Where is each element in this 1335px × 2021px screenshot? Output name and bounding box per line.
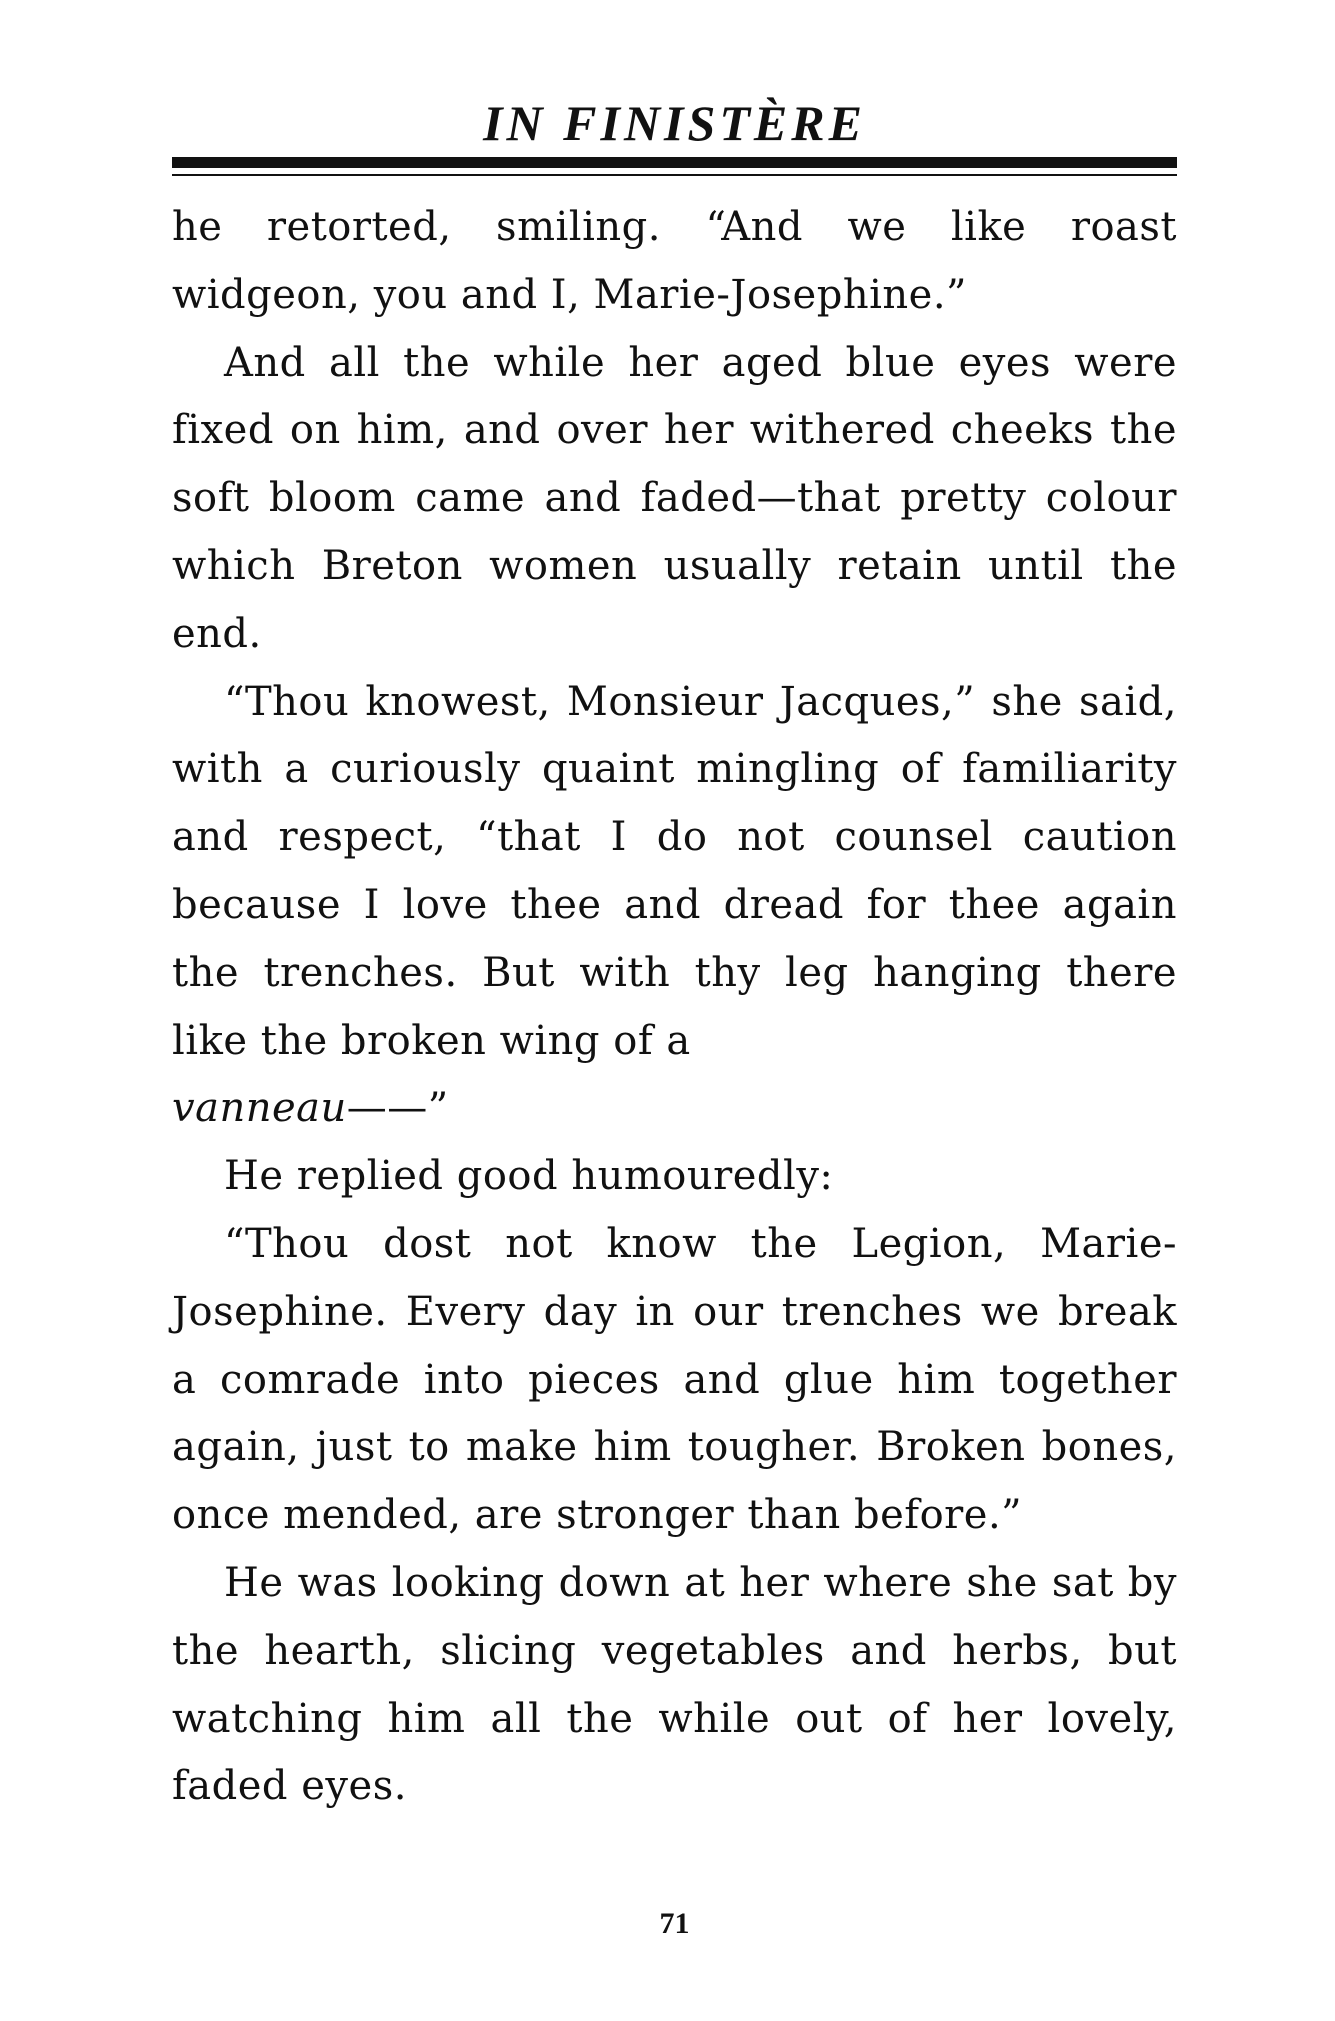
paragraph-3 — [172, 669, 1177, 1144]
paragraph-4 — [172, 1143, 1177, 1211]
paragraph-6 — [172, 1550, 1177, 1821]
paragraph-2 — [172, 330, 1177, 669]
paragraph-6-text: He was looking down at her where she sat by the hearth, slicing vegetables and herbs, but watching him all the while out of her lovely, faded eyes. — [172, 1559, 1177, 1810]
page-number: 71 — [659, 1907, 690, 1940]
running-head: IN FINISTÈRE — [483, 95, 866, 151]
paragraph-3-text: “Thou knowest, Monsieur Jacques,” she said, with a curiously quaint mingling of familiarity and respect, “that I do not counsel caution because I love thee and dread for thee again the trenches. But with thy leg hanging there like the broken wing of a — [172, 678, 1177, 1064]
paragraph-1-text: he retorted, smiling. “And we like roast widgeon, you and I, Marie-Josephine.” — [172, 204, 1177, 318]
paragraph-3-italic-word: vanneau — [172, 1085, 347, 1132]
paragraph-5-text: “Thou dost not know the Legion, Marie-Josephine. Every day in our trenches we break a comrade into pieces and glue him together again, just to make him tougher. Broken bones, once mended, are stronger than before.” — [172, 1220, 1177, 1539]
body-text — [172, 194, 1177, 1821]
book-page — [172, 95, 1177, 1975]
paragraph-4-text: He replied good humouredly: — [224, 1153, 834, 1200]
paragraph-2-text: And all the while her aged blue eyes were fixed on him, and over her withered cheeks the soft bloom came and faded—that pretty colour which Breton women usually retain until the end. — [172, 339, 1177, 657]
paragraph-1 — [172, 194, 1177, 330]
header-rule-thin — [172, 174, 1177, 176]
paragraph-5 — [172, 1211, 1177, 1550]
paragraph-3-tail: ——” — [346, 1085, 449, 1132]
header-rule-thick — [172, 157, 1177, 168]
